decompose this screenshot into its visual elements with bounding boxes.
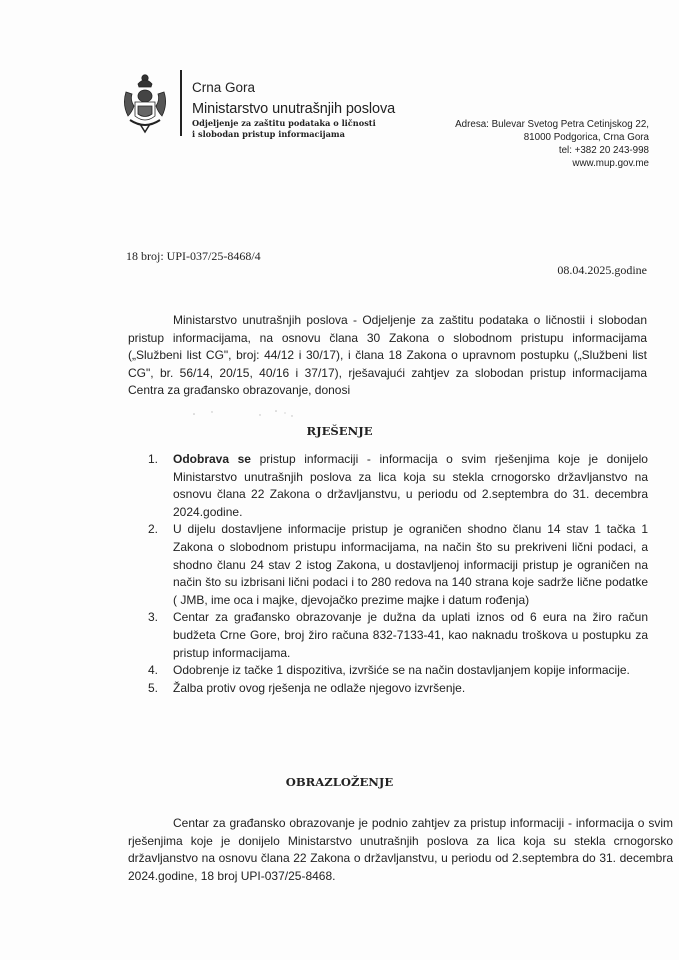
ministry-address-block (455, 118, 649, 170)
decision-item-text: U dijelu dostavljene informacije pristup je ograničen shodno članu 14 stav 1 tačka 1 Zakona o slobodnom pristupu informacijama, na način što su prekriveni lični podaci, a shodno članu 24 stav 2 istog Zakona, u dostavljenoj informaciji pristup je ograničen na način što su izbrisani lični podaci i to 280 redova na 140 strana koje sadrže lične podatke ( JMB, ime oca i majke, djevojačko prezime majke i datum rođenja) (173, 522, 648, 607)
decision-item (148, 451, 648, 521)
decision-item (148, 521, 648, 609)
scan-noise (190, 409, 310, 419)
decision-heading: RJEŠENJE (306, 424, 373, 438)
decision-item-text: Odobrenje iz tačke 1 dispozitiva, izvršiće se na način dostavljanjem kopije informacije. (173, 663, 630, 678)
header-ministry: Ministarstvo unutrašnjih poslova (192, 101, 396, 117)
decision-item (148, 609, 648, 662)
decision-item-text: pristup informaciji - informacija o svim rješenjima koje je donijelo Ministarstvo unutrašnjih poslova za lica koja su stekla crnogorsko državljanstvo na osnovu člana 22 Zakona o državljanstvu, u periodu od 2.septembra do 31. decembra 2024.godine. (173, 452, 648, 519)
reference-number: 18 broj: UPI-037/25-8468/4 (126, 249, 261, 263)
decision-item-number: 4. (148, 663, 159, 678)
address-website: www.mup.gov.me (572, 158, 649, 169)
coat-of-arms-icon (120, 72, 170, 134)
decision-item-number: 2. (148, 522, 159, 537)
header-divider (180, 70, 182, 136)
address-phone: tel: +382 20 243-998 (558, 145, 649, 156)
header-department-line1: Odjeljenje za zaštitu podataka o ličnosti (192, 118, 376, 128)
header-department-line2: i slobodan pristup informacijama (192, 129, 345, 139)
decision-item (148, 680, 648, 698)
decision-item-text: Centar za građansko obrazovanje je dužna da uplati iznos od 6 eura na žiro račun budžeta Crne Gore, broj žiro računa 832-7133-41, kao naknadu troškova u postupku za pristup informacijama. (173, 610, 648, 660)
intro-text: Ministarstvo unutrašnjih poslova - Odjeljenje za zaštitu podataka o ličnostii i slobodan pristup informacijama, na osnovu člana 30 Zakona o slobodnom pristupu informacijama („Službeni list CG", broj: 44/12 i 30/17), i člana 18 Zakona o upravnom postupku („Službeni list CG", br. 56/14, 20/15, 40/16 i 37/17), rješavajući zahtjev za slobodan pristup informacijama Centra za građansko obrazovanje, donosi (128, 313, 647, 398)
address-line2: 81000 Podgorica, Crna Gora (523, 132, 649, 143)
reasoning-paragraph (128, 815, 673, 885)
decision-item-text: Žalba protiv ovog rješenja ne odlaže njegovo izvršenje. (173, 680, 466, 695)
decision-items-list (148, 451, 648, 697)
document-date: 08.04.2025.godine (557, 263, 647, 277)
header-department (192, 118, 376, 140)
decision-item-number: 3. (148, 610, 159, 625)
reasoning-text: Centar za građansko obrazovanje je podnio zahtjev za pristup informaciji - informacija o svim rješenjima koje je donijelo Ministarstvo unutrašnjih poslova za lica koja su stekla crnogorsko državljanstvo na osnovu člana 22 Zakona o državljanstvu, u periodu od 2.septembra do 31. decembra 2024.godine, 18 broj UPI-037/25-8468. (128, 816, 673, 883)
decision-item-number: 5. (148, 680, 159, 695)
header-country: Crna Gora (192, 80, 256, 95)
decision-item-number: 1. (148, 452, 159, 466)
reasoning-heading: OBRAZLOŽENJE (285, 775, 394, 789)
address-line1: Adresa: Bulevar Svetog Petra Cetinjskog 22, (455, 119, 649, 130)
decision-item-bold-lead: Odobrava se (173, 452, 251, 466)
intro-paragraph (128, 312, 647, 400)
decision-item (148, 662, 648, 680)
